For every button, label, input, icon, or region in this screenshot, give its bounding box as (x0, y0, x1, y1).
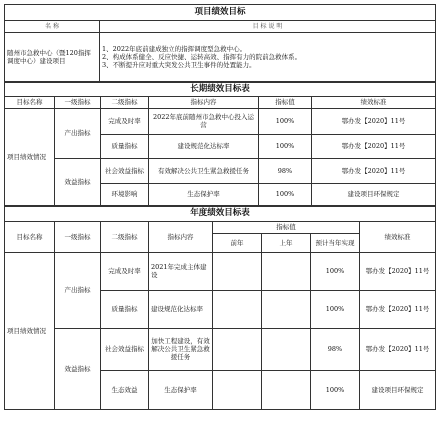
prev1-cell (262, 252, 311, 290)
prev2-cell (213, 252, 262, 290)
level1-cell: 产出指标 (55, 108, 101, 158)
subheader-prev2: 前年 (213, 233, 262, 252)
level1-cell: 产出指标 (55, 252, 101, 328)
project-goal-title-row (5, 5, 436, 21)
header-value: 指标值 (213, 221, 360, 233)
content-cell: 生态保护率 (149, 370, 213, 409)
project-name: 随州市急救中心（暨120指挥调度中心）建设项目 (5, 33, 100, 82)
prev2-cell (213, 290, 262, 328)
header-level1: 一级指标 (55, 96, 101, 108)
target-name: 项目绩效情况 (5, 252, 55, 409)
level2-cell: 社会效益指标 (101, 328, 149, 370)
content-cell: 建设规范化达标率 (149, 134, 259, 158)
content-cell: 建设规范化达标率 (149, 290, 213, 328)
standard-cell: 鄂办发【2020】11号 (312, 158, 436, 183)
level2-cell: 环境影响 (101, 183, 149, 205)
content-cell: 2021年完成主体建设 (149, 252, 213, 290)
header-content: 指标内容 (149, 96, 259, 108)
table-row (5, 108, 436, 134)
standard-cell: 鄂办发【2020】11号 (360, 328, 436, 370)
header-value: 指标值 (259, 96, 312, 108)
annual-goal-table (4, 206, 436, 410)
standard-cell: 建设项目环保规定 (360, 370, 436, 409)
long-term-header-row (5, 96, 436, 108)
level2-cell: 质量指标 (101, 290, 149, 328)
level2-cell: 完成及时率 (101, 108, 149, 134)
long-term-title: 长期绩效目标表 (5, 83, 436, 97)
project-description (100, 33, 436, 82)
value-cell: 100% (259, 108, 312, 134)
header-level1: 一级指标 (55, 221, 101, 252)
long-term-goal-table (4, 82, 436, 206)
content-cell: 2022年底前随州市急救中心投入运营 (149, 108, 259, 134)
long-term-title-row (5, 83, 436, 97)
content-cell: 有效解决公共卫生紧急救援任务 (149, 158, 259, 183)
subheader-current: 预计当年实现 (311, 233, 360, 252)
header-level2: 二级指标 (101, 221, 149, 252)
annual-title-row (5, 206, 436, 221)
level2-cell: 生态效益 (101, 370, 149, 409)
value-cell: 98% (259, 158, 312, 183)
project-goal-header-row (5, 21, 436, 33)
content-cell: 加快工程建设，有效解决公共卫生紧急救援任务 (149, 328, 213, 370)
description-line-1: 1、2022年底前建成独立的指挥调度型急救中心。 (102, 44, 247, 53)
standard-cell: 建设项目环保规定 (312, 183, 436, 205)
header-level2: 二级指标 (101, 96, 149, 108)
standard-cell: 鄂办发【2020】11号 (360, 252, 436, 290)
content-cell: 生态保护率 (149, 183, 259, 205)
current-cell: 98% (311, 328, 360, 370)
performance-document (4, 4, 435, 410)
header-standard: 绩效标准 (360, 221, 436, 252)
header-target-name: 目标名称 (5, 221, 55, 252)
prev2-cell (213, 370, 262, 409)
table-row (5, 158, 436, 183)
target-name: 项目绩效情况 (5, 108, 55, 205)
prev1-cell (262, 290, 311, 328)
annual-header-row (5, 221, 436, 233)
level2-cell: 社会效益指标 (101, 158, 149, 183)
prev1-cell (262, 328, 311, 370)
description-line-3: 3、不断提升应对重大突发公共卫生事件的处置能力。 (102, 61, 256, 70)
current-cell: 100% (311, 252, 360, 290)
header-content: 指标内容 (149, 221, 213, 252)
col-name-header: 名 称 (5, 21, 100, 33)
project-goal-row (5, 33, 436, 82)
current-cell: 100% (311, 290, 360, 328)
standard-cell: 鄂办发【2020】11号 (312, 108, 436, 134)
standard-cell: 鄂办发【2020】11号 (312, 134, 436, 158)
standard-cell: 鄂办发【2020】11号 (360, 290, 436, 328)
project-goal-title: 项目绩效目标 (5, 5, 436, 21)
annual-title: 年度绩效目标表 (5, 206, 436, 221)
prev2-cell (213, 328, 262, 370)
description-line-2: 2、构成体系健全、反应快捷、运转高效、指挥有力的院前急救体系。 (102, 52, 302, 61)
project-goal-table (4, 4, 436, 82)
table-row (5, 252, 436, 290)
header-target-name: 目标名称 (5, 96, 55, 108)
value-cell: 100% (259, 183, 312, 205)
current-cell: 100% (311, 370, 360, 409)
level2-cell: 完成及时率 (101, 252, 149, 290)
table-row (5, 328, 436, 370)
subheader-prev1: 上年 (262, 233, 311, 252)
header-standard: 绩效标准 (312, 96, 436, 108)
level1-cell: 效益指标 (55, 328, 101, 409)
col-desc-header: 目 标 说 明 (100, 21, 436, 33)
level1-cell: 效益指标 (55, 158, 101, 205)
level2-cell: 质量指标 (101, 134, 149, 158)
value-cell: 100% (259, 134, 312, 158)
prev1-cell (262, 370, 311, 409)
